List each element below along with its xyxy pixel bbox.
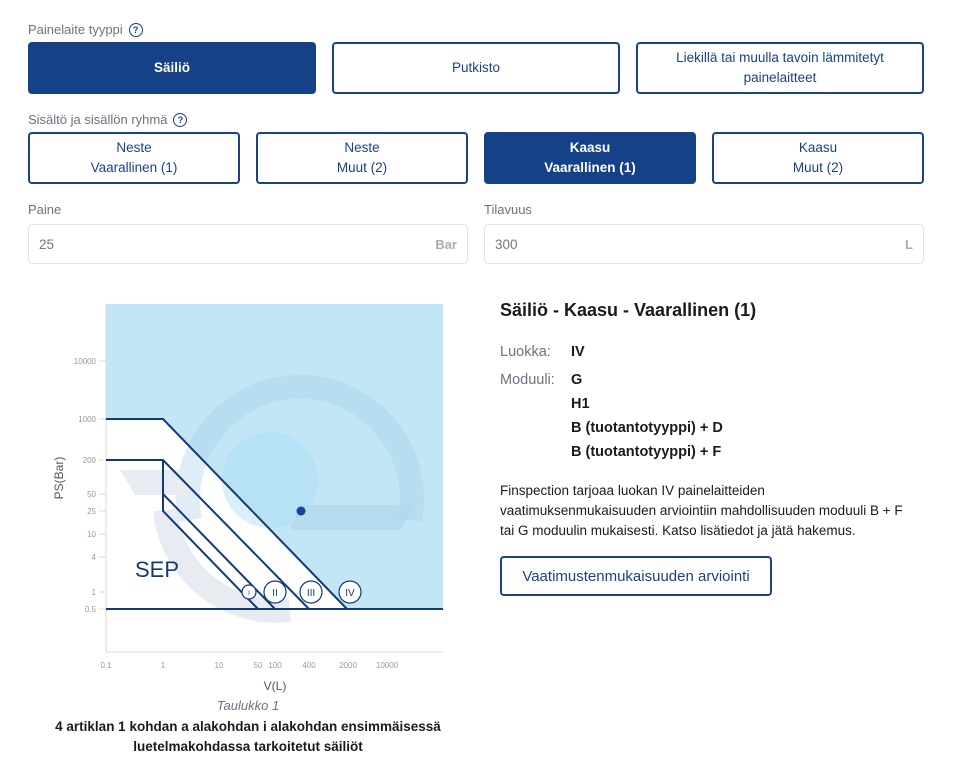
svg-text:1000: 1000 bbox=[78, 415, 96, 424]
volume-value: 300 bbox=[495, 236, 518, 252]
content-option-neste-vaarallinen[interactable] bbox=[28, 132, 240, 184]
pressure-value: 25 bbox=[39, 236, 55, 252]
option-label-line2: Vaarallinen (1) bbox=[544, 160, 636, 175]
option-label: Putkisto bbox=[451, 60, 501, 75]
svg-text:200: 200 bbox=[82, 456, 96, 465]
y-tick-10000: 10000 bbox=[73, 357, 96, 366]
svg-text:PS(Bar): PS(Bar) bbox=[52, 456, 66, 500]
option-label-line1: Kaasu bbox=[569, 140, 611, 155]
option-label: Säiliö bbox=[153, 60, 190, 75]
module-item: B (tuotantotyyppi) + D bbox=[571, 420, 723, 436]
module-item: G bbox=[571, 372, 583, 388]
class-row bbox=[500, 344, 585, 360]
option-label-line2: Vaarallinen (1) bbox=[90, 160, 178, 175]
content-group-label: Sisältö ja sisällön ryhmä bbox=[28, 112, 168, 127]
chart-caption-text: 4 artiklan 1 kohdan a alakohdan i alakohdan ensimmäisessä luetelmakohdassa tarkoitetut säiliöt bbox=[55, 719, 441, 754]
module-item: B (tuotantotyyppi) + F bbox=[571, 444, 722, 460]
svg-text:25: 25 bbox=[87, 507, 96, 516]
svg-text:100: 100 bbox=[268, 661, 282, 670]
svg-text:0.1: 0.1 bbox=[100, 661, 112, 670]
device-type-option-putkisto[interactable] bbox=[332, 42, 620, 94]
module-row bbox=[500, 372, 571, 388]
svg-text:0.5: 0.5 bbox=[84, 605, 96, 614]
option-label-line1: Liekillä tai muulla tavoin lämmitetyt bbox=[676, 50, 884, 65]
pressure-input[interactable] bbox=[28, 224, 468, 264]
chart-caption-label: Taulukko 1 bbox=[216, 698, 280, 713]
svg-text:400: 400 bbox=[302, 661, 316, 670]
svg-text:1: 1 bbox=[91, 588, 96, 597]
option-label-line1: Neste bbox=[116, 140, 152, 155]
class-label: Luokka: bbox=[500, 344, 551, 360]
result-title: Säiliö - Kaasu - Vaarallinen (1) bbox=[500, 300, 757, 320]
svg-text:10: 10 bbox=[87, 530, 96, 539]
module-item: H1 bbox=[571, 396, 590, 412]
svg-text:2000: 2000 bbox=[339, 661, 357, 670]
module-label: Moduuli: bbox=[500, 372, 555, 388]
content-group-label-row bbox=[28, 112, 187, 127]
svg-text:I: I bbox=[248, 591, 250, 597]
conformity-assessment-button[interactable]: Vaatimustenmukaisuuden arviointi bbox=[500, 556, 772, 596]
volume-input[interactable] bbox=[484, 224, 924, 264]
option-label-line2: painelaitteet bbox=[743, 70, 817, 85]
svg-text:SEP: SEP bbox=[135, 557, 180, 582]
pressure-label: Paine bbox=[28, 202, 62, 217]
option-label-line2: Muut (2) bbox=[336, 160, 388, 175]
svg-text:50: 50 bbox=[253, 661, 263, 670]
svg-text:10: 10 bbox=[214, 661, 224, 670]
option-label-line1: Kaasu bbox=[798, 140, 838, 155]
svg-text:4: 4 bbox=[91, 553, 96, 562]
svg-text:IV: IV bbox=[345, 588, 355, 599]
question-circle-icon[interactable]: ? bbox=[129, 23, 143, 37]
option-label-line1: Neste bbox=[344, 140, 380, 155]
category-chart bbox=[40, 295, 460, 695]
volume-label: Tilavuus bbox=[484, 202, 532, 217]
svg-text:III: III bbox=[306, 588, 316, 599]
svg-text:1: 1 bbox=[160, 661, 166, 670]
svg-text:10000: 10000 bbox=[375, 661, 399, 670]
device-type-option-heated[interactable] bbox=[636, 42, 924, 94]
content-option-kaasu-vaarallinen[interactable] bbox=[484, 132, 696, 184]
svg-text:II: II bbox=[272, 588, 278, 599]
result-description: Finspection tarjoaa luokan IV painelaitteiden vaatimuksenmukaisuuden arviointiin mahdollisuuden moduuli B + F tai G moduulin mukaisesti. Katso lisätiedot ja jätä hakemus. bbox=[500, 483, 903, 538]
volume-unit: L bbox=[905, 236, 913, 252]
svg-text:V(L): V(L) bbox=[263, 679, 287, 693]
content-option-kaasu-muut[interactable] bbox=[712, 132, 924, 184]
content-option-neste-muut[interactable] bbox=[256, 132, 468, 184]
device-type-label: Painelaite tyyppi bbox=[28, 22, 123, 37]
svg-text:50: 50 bbox=[87, 490, 96, 499]
class-value: IV bbox=[571, 344, 585, 360]
pressure-unit: Bar bbox=[435, 236, 457, 252]
question-circle-icon[interactable]: ? bbox=[173, 113, 187, 127]
option-label-line2: Muut (2) bbox=[792, 160, 844, 175]
result-point bbox=[297, 507, 306, 516]
device-type-option-sailio[interactable] bbox=[28, 42, 316, 94]
device-type-label-row bbox=[28, 22, 143, 37]
